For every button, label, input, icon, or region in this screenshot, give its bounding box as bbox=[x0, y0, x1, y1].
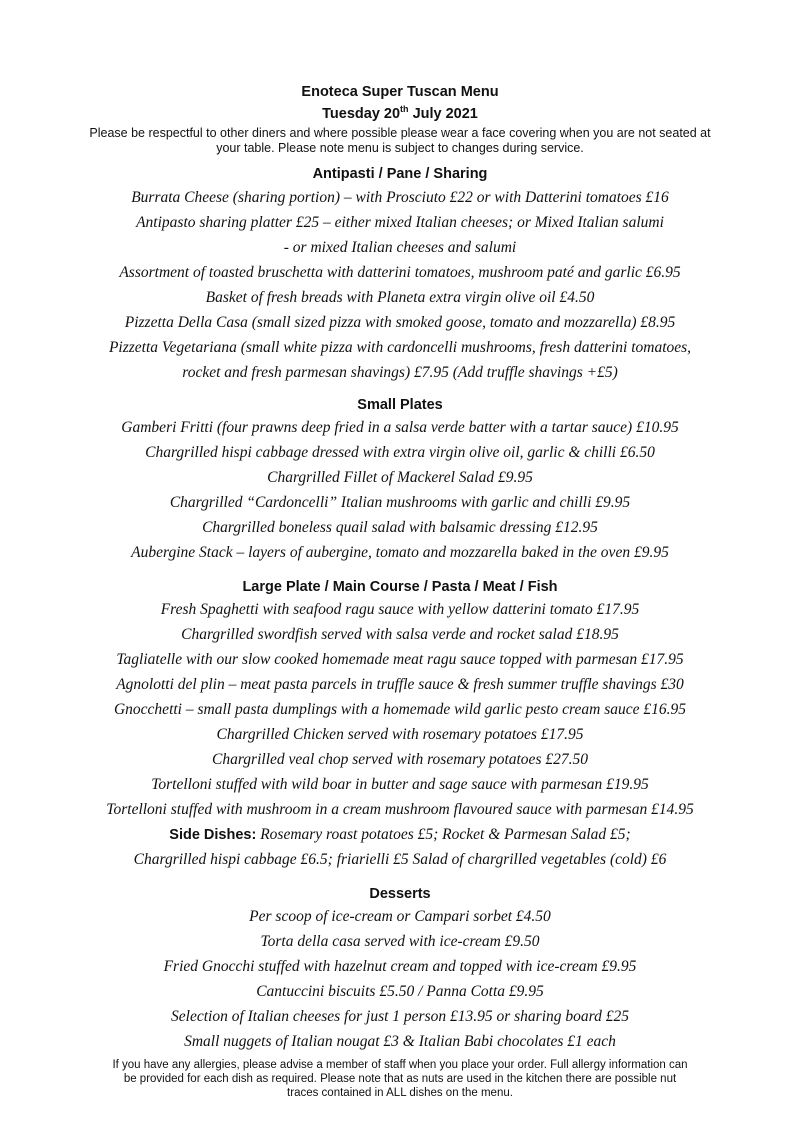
section-heading-small-plates: Small Plates bbox=[357, 397, 443, 413]
side-dishes-line-2: Chargrilled hispi cabbage £6.5; friarielli £5 Salad of chargrilled vegetables (cold) £6 bbox=[133, 851, 667, 868]
menu-item: Fresh Spaghetti with seafood ragu sauce with yellow datterini tomato £17.95 bbox=[160, 601, 640, 618]
menu-date: Tuesday 20th July 2021 bbox=[322, 104, 478, 122]
menu-item: - or mixed Italian cheeses and salumi bbox=[283, 239, 517, 256]
menu-item: Assortment of toasted bruschetta with datterini tomatoes, mushroom paté and garlic £6.95 bbox=[119, 264, 681, 281]
menu-title: Enoteca Super Tuscan Menu bbox=[301, 84, 499, 100]
allergy-notice-line-2: be provided for each dish as required. Please note that as nuts are used in the kitchen there are possible nut bbox=[123, 1073, 677, 1085]
section-heading-large-plates: Large Plate / Main Course / Pasta / Meat / Fish bbox=[242, 579, 558, 595]
section-heading-desserts: Desserts bbox=[369, 886, 431, 902]
menu-item: Selection of Italian cheeses for just 1 person £13.95 or sharing board £25 bbox=[171, 1008, 629, 1025]
menu-item: Chargrilled boneless quail salad with balsamic dressing £12.95 bbox=[202, 519, 598, 536]
menu-item: Chargrilled hispi cabbage dressed with extra virgin olive oil, garlic & chilli £6.50 bbox=[145, 444, 655, 461]
menu-item: Tagliatelle with our slow cooked homemade meat ragu sauce topped with parmesan £17.95 bbox=[116, 651, 684, 668]
section-heading-antipasti: Antipasti / Pane / Sharing bbox=[312, 166, 488, 182]
menu-item: Agnolotti del plin – meat pasta parcels in truffle sauce & fresh summer truffle shavings £30 bbox=[116, 676, 684, 693]
side-dishes-label: Side Dishes: bbox=[169, 827, 257, 843]
menu-item: Tortelloni stuffed with wild boar in butter and sage sauce with parmesan £19.95 bbox=[151, 776, 649, 793]
menu-item: Antipasto sharing platter £25 – either mixed Italian cheeses; or Mixed Italian salumi bbox=[136, 214, 664, 231]
menu-item: Tortelloni stuffed with mushroom in a cream mushroom flavoured sauce with parmesan £14.95 bbox=[106, 801, 694, 818]
menu-item: Cantuccini biscuits £5.50 / Panna Cotta £9.95 bbox=[256, 983, 544, 1000]
side-dishes-line-1: Side Dishes: Rosemary roast potatoes £5; Rocket & Parmesan Salad £5; bbox=[169, 826, 631, 843]
menu-item: rocket and fresh parmesan shavings) £7.95 (Add truffle shavings +£5) bbox=[182, 364, 618, 381]
menu-item: Burrata Cheese (sharing portion) – with Prosciuto £22 or with Datterini tomatoes £16 bbox=[131, 189, 669, 206]
menu-item: Small nuggets of Italian nougat £3 & Italian Babi chocolates £1 each bbox=[184, 1033, 616, 1050]
menu-item: Pizzetta Della Casa (small sized pizza with smoked goose, tomato and mozzarella) £8.95 bbox=[124, 314, 676, 331]
notice-line-1: Please be respectful to other diners and where possible please wear a face covering when you are not seated at bbox=[89, 126, 711, 140]
menu-item: Pizzetta Vegetariana (small white pizza with cardoncelli mushrooms, fresh datterini tomatoes, bbox=[108, 339, 692, 356]
notice-line-2: your table. Please note menu is subject to changes during service. bbox=[216, 141, 584, 155]
menu-item: Fried Gnocchi stuffed with hazelnut cream and topped with ice-cream £9.95 bbox=[163, 958, 637, 975]
menu-item: Chargrilled “Cardoncelli” Italian mushrooms with garlic and chilli £9.95 bbox=[169, 494, 631, 511]
allergy-notice-line-1: If you have any allergies, please advise a member of staff when you place your order. Full allergy information can bbox=[112, 1059, 688, 1071]
menu-item: Chargrilled Chicken served with rosemary potatoes £17.95 bbox=[216, 726, 584, 743]
menu-item: Basket of fresh breads with Planeta extra virgin olive oil £4.50 bbox=[205, 289, 595, 306]
allergy-notice-line-3: traces contained in ALL dishes on the menu. bbox=[287, 1087, 513, 1099]
menu-item: Per scoop of ice-cream or Campari sorbet £4.50 bbox=[249, 908, 551, 925]
menu-item: Chargrilled Fillet of Mackerel Salad £9.95 bbox=[267, 469, 533, 486]
menu-item: Torta della casa served with ice-cream £9.50 bbox=[260, 933, 540, 950]
menu-item: Chargrilled swordfish served with salsa verde and rocket salad £18.95 bbox=[181, 626, 619, 643]
menu-item: Aubergine Stack – layers of aubergine, tomato and mozzarella baked in the oven £9.95 bbox=[131, 544, 669, 561]
menu-item: Chargrilled veal chop served with rosemary potatoes £27.50 bbox=[212, 751, 588, 768]
menu-item: Gnocchetti – small pasta dumplings with a homemade wild garlic pesto cream sauce £16.95 bbox=[113, 701, 686, 718]
menu-item: Gamberi Fritti (four prawns deep fried in a salsa verde batter with a tartar sauce) £10.95 bbox=[121, 419, 679, 436]
